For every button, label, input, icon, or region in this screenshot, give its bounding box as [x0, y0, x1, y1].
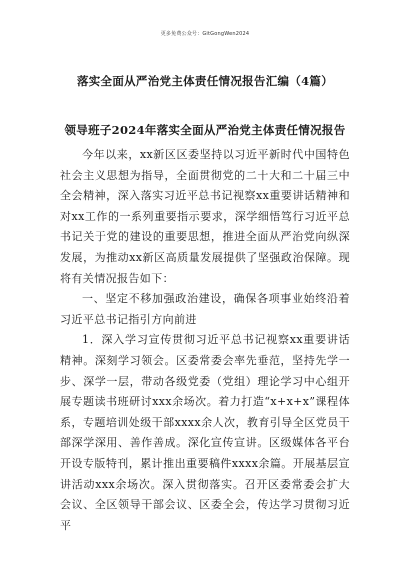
document-title: 落实全面从严治党主体责任情况报告汇编（4篇） [76, 74, 334, 88]
header-note: 更多免费公众号：GitGongWen2024 [160, 31, 250, 37]
body-paragraph: 1．深入学习宣传贯彻习近平总书记视察xx重要讲话精神。深刻学习领会。区委常委会率先垂范，坚持先学一步、深学一层，带动各级党委（党组）理论学习中心组开展专题读书班研讨xxx余场次。着力打造“x+x+x”课程体系，专题培训处级干部xxxx余人次，教育引导全区党员干部深学深用、善作善成。深化宣传宣讲。区级媒体各平台开设专版特刊，累计推出重要稿件xxxx余篇。开展基层宣讲活动xxx余场次。深入贯彻落实。召开区委常委会扩大会议、全区领导干部会议、区委全会，传达学习贯彻习近平 [60, 333, 350, 532]
document-body [60, 145, 350, 536]
section-title: 领导班子2024年落实全面从严治党主体责任情况报告 [64, 123, 346, 137]
section-heading-paragraph: 一、坚定不移加强政治建设，确保各项事业始终沿着习近平总书记指引方向前进 [60, 292, 350, 326]
body-paragraph: 今年以来，xx新区区委坚持以习近平新时代中国特色社会主义思想为指导，全面贯彻党的二十大和二十届三中全会精神，深入落实习近平总书记视察xx重要讲话精神和对xx工作的一系列重要指示要求，深学细悟笃行习近平总书记关于党的建设的重要思想，推进全面从严治党向纵深发展，为推动xx新区高质量发展提供了坚强政治保障。现将有关情况报告如下： [60, 148, 350, 285]
